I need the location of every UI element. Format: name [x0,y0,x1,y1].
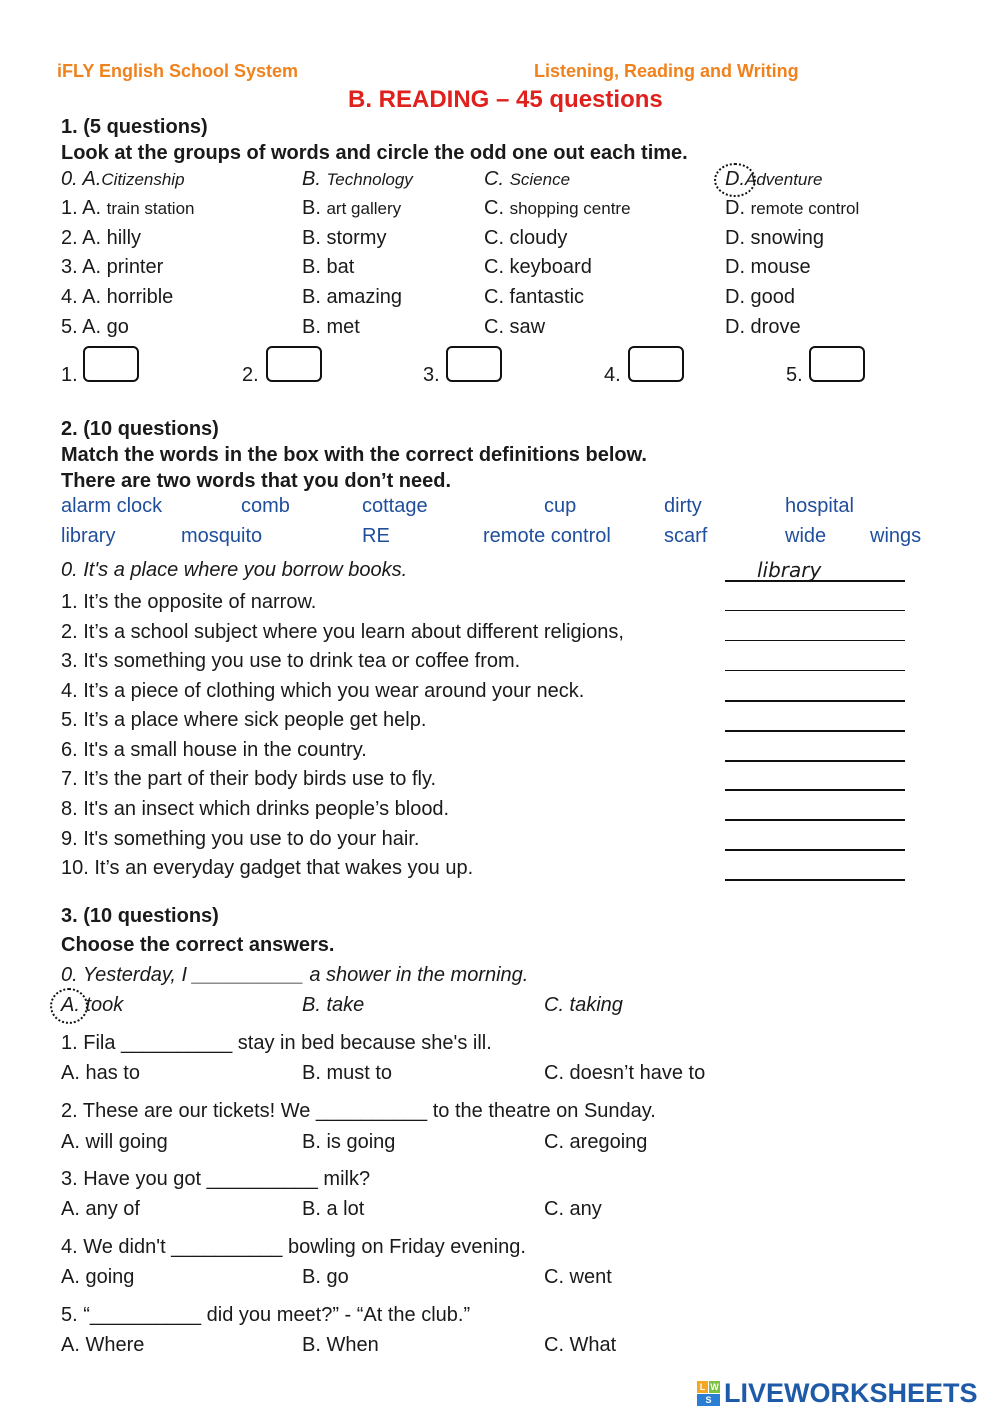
answer-input-2[interactable] [725,626,905,641]
answer-input-4[interactable] [725,686,905,702]
part3-example-option-a: A. took [61,994,124,1016]
row3-option-c[interactable]: C. keyboard [484,256,592,278]
row5-option-b[interactable]: B. met [302,316,360,338]
mc-q1-option-c[interactable]: C. doesn’t have to [544,1062,706,1084]
row4-option-b[interactable]: B. amazing [302,286,403,308]
answer-input-7[interactable] [725,775,905,791]
part2-heading: 2. (10 questions) [61,418,219,440]
answer-label-2: 2. [242,364,259,386]
mc-question-4: 4. We didn't __________ bowling on Friday evening. [61,1236,526,1258]
answer-input-6[interactable] [725,746,905,762]
part2-instruction-1: Match the words in the box with the correct definitions below. [61,444,647,466]
answer-input-3[interactable] [725,656,905,671]
liveworksheets-logo-icon: L W S [697,1381,721,1407]
part1-instruction: Look at the groups of words and circle the odd one out each time. [61,142,688,164]
row1-option-a[interactable]: 1. A. train station [61,197,195,219]
answer-input-1[interactable] [725,596,905,611]
example-circle-mark [50,988,88,1024]
row2-option-a[interactable]: 2. A. hilly [61,227,142,249]
word-bank-item: scarf [664,525,708,547]
row1-option-d[interactable]: D. remote control [725,197,860,219]
part3-heading: 3. (10 questions) [61,905,219,927]
definition-2: 2. It’s a school subject where you learn about different religions, [61,621,624,643]
mc-question-3: 3. Have you got __________ milk? [61,1168,371,1190]
word-bank-item: comb [241,495,290,517]
word-bank-item: remote control [483,525,611,547]
part1-heading: 1. (5 questions) [61,116,208,138]
definition-4: 4. It’s a piece of clothing which you wear around your neck. [61,680,585,702]
answer-box-3[interactable] [446,346,502,382]
row4-option-d[interactable]: D. good [725,286,796,308]
example-answer: library [757,558,822,582]
liveworksheets-brand: LIVEWORKSHEETS [724,1378,978,1408]
row2-option-c[interactable]: C. cloudy [484,227,568,249]
word-bank-item: mosquito [181,525,263,547]
part3-example-question: 0. Yesterday, I __________ a shower in the morning. [61,964,529,986]
mc-q1-option-a[interactable]: A. has to [61,1062,140,1084]
example-circle-mark [714,163,756,197]
part3-example-option-b: B. take [302,994,365,1016]
example-answer-line [725,580,905,582]
part3-example-option-c: C. taking [544,994,623,1016]
mc-q4-option-c[interactable]: C. went [544,1266,612,1288]
answer-label-1: 1. [61,364,78,386]
answer-label-4: 4. [604,364,621,386]
mc-q3-option-b[interactable]: B. a lot [302,1198,365,1220]
part2-example: 0. It's a place where you borrow books. [61,559,408,581]
word-bank-item: cup [544,495,577,517]
answer-input-8[interactable] [725,805,905,821]
mc-question-1: 1. Fila __________ stay in bed because she's ill. [61,1032,492,1054]
definition-10: 10. It’s an everyday gadget that wakes you up. [61,857,474,879]
school-name: iFLY English School System [57,61,299,81]
mc-q2-option-a[interactable]: A. will going [61,1131,168,1153]
definition-5: 5. It’s a place where sick people get help. [61,709,427,731]
subject-title: Listening, Reading and Writing [534,61,799,81]
word-bank-item: wings [870,525,922,547]
mc-q5-option-c[interactable]: C. What [544,1334,617,1356]
part2-instruction-2: There are two words that you don’t need. [61,470,452,492]
row3-option-d[interactable]: D. mouse [725,256,811,278]
answer-input-10[interactable] [725,865,905,881]
mc-q4-option-a[interactable]: A. going [61,1266,135,1288]
word-bank-item: hospital [785,495,854,517]
answer-label-5: 5. [786,364,803,386]
mc-q5-option-b[interactable]: B. When [302,1334,379,1356]
row5-option-d[interactable]: D. drove [725,316,801,338]
row4-option-c[interactable]: C. fantastic [484,286,585,308]
mc-question-5: 5. “__________ did you meet?” - “At the club.” [61,1304,471,1326]
answer-box-2[interactable] [266,346,322,382]
word-bank-item: cottage [362,495,428,517]
mc-q1-option-b[interactable]: B. must to [302,1062,393,1084]
answer-box-1[interactable] [83,346,139,382]
row5-option-c[interactable]: C. saw [484,316,546,338]
row4-option-a[interactable]: 4. A. horrible [61,286,174,308]
row5-option-a[interactable]: 5. A. go [61,316,129,338]
page-title: B. READING – 45 questions [348,86,663,113]
row0-option-a: 0. A.Citizenship [61,168,185,190]
part3-instruction: Choose the correct answers. [61,934,335,956]
definition-1: 1. It’s the opposite of narrow. [61,591,317,613]
mc-q3-option-c[interactable]: C. any [544,1198,602,1220]
row2-option-d[interactable]: D. snowing [725,227,824,249]
word-bank-item: dirty [664,495,702,517]
word-bank-item: RE [362,525,390,547]
row3-option-b[interactable]: B. bat [302,256,355,278]
row1-option-c[interactable]: C. shopping centre [484,197,631,219]
row0-option-c: C. Science [484,168,571,190]
word-bank-item: alarm clock [61,495,163,517]
answer-input-5[interactable] [725,716,905,732]
mc-question-2: 2. These are our tickets! We __________ to the theatre on Sunday. [61,1100,656,1122]
row2-option-b[interactable]: B. stormy [302,227,387,249]
definition-9: 9. It's something you use to do your hair. [61,828,420,850]
row0-option-b: B. Technology [302,168,413,190]
row0-option-d: D.Adventure [725,168,823,190]
mc-q5-option-a[interactable]: A. Where [61,1334,145,1356]
definition-6: 6. It's a small house in the country. [61,739,367,761]
answer-box-4[interactable] [628,346,684,382]
word-bank-item: wide [785,525,827,547]
word-bank-item: library [61,525,116,547]
row3-option-a[interactable]: 3. A. printer [61,256,164,278]
row1-option-b[interactable]: B. art gallery [302,197,402,219]
mc-q3-option-a[interactable]: A. any of [61,1198,140,1220]
mc-q2-option-c[interactable]: C. aregoing [544,1131,648,1153]
answer-box-5[interactable] [809,346,865,382]
answer-input-9[interactable] [725,835,905,851]
answer-label-3: 3. [423,364,440,386]
mc-q4-option-b[interactable]: B. go [302,1266,349,1288]
definition-7: 7. It’s the part of their body birds use to fly. [61,768,437,790]
definition-3: 3. It's something you use to drink tea or coffee from. [61,650,521,672]
definition-8: 8. It's an insect which drinks people’s blood. [61,798,450,820]
mc-q2-option-b[interactable]: B. is going [302,1131,396,1153]
